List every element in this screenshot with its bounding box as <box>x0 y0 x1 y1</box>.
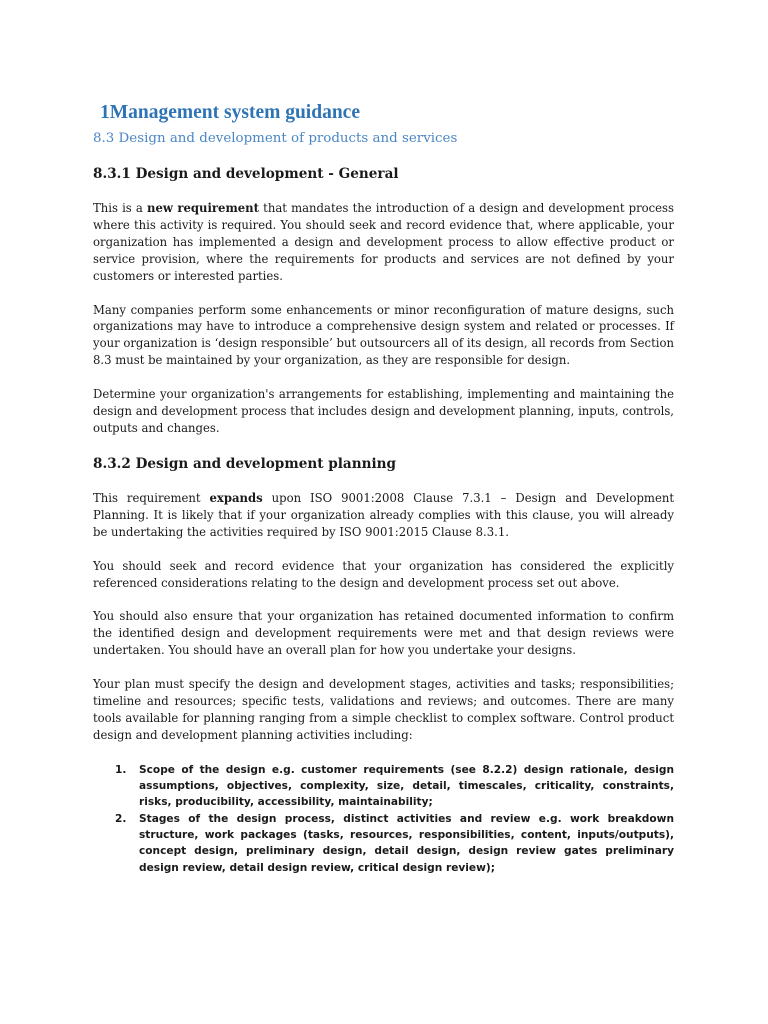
list-item-text: Stages of the design process, distinct activities and review e.g. work breakdown structure, work packages (tasks, resources, responsibilities, content, inputs/outputs), concept design, preliminary design, detail design, design review gates preliminary design review, detail design review, critical design review); <box>139 812 674 874</box>
paragraph-text: that mandates the introduction of a design and development process where this activity is required. You should seek and record evidence that, where applicable, your organization has implemented a design and development process to allow effective product or service provision, where the requirements for products and services are not defined by your customers or interested parties. <box>93 201 675 283</box>
list-item <box>115 811 674 876</box>
paragraph-arrangements: Determine your organization's arrangements for establishing, implementing and maintaining the design and development process that includes design and development planning, inputs, controls, outputs and changes. <box>93 387 674 435</box>
paragraph-new-requirement <box>93 200 674 285</box>
list-item-number: 2. <box>115 812 127 825</box>
document-subtitle: 8.3 Design and development of products and services <box>93 131 458 146</box>
list-item-text: Scope of the design e.g. customer requirements (see 8.2.2) design rationale, design assumptions, objectives, complexity, size, detail, timescales, criticality, constraints, risks, producibility, accessibility, maintainability; <box>139 763 674 809</box>
paragraph-design-responsible: Many companies perform some enhancements or minor reconfiguration of mature designs, such organizations may have to introduce a comprehensive design system and related or processes. If your organization is ‘design responsible’ but outsourcers all of its design, all records from Section 8.3 must be maintained by your organization, as they are responsible for design. <box>93 302 674 368</box>
document-page <box>93 100 674 876</box>
planning-activities-list <box>115 762 674 876</box>
paragraph-expands <box>93 490 674 541</box>
section-heading-general: 8.3.1 Design and development - General <box>93 166 399 182</box>
list-item <box>115 762 674 811</box>
paragraph-plan-specify: Your plan must specify the design and development stages, activities and tasks; responsibilities; timeline and resources; specific tests, validations and reviews; and outcomes. There are many tools available for planning ranging from a simple checklist to complex software. Control product design and development planning activities including: <box>93 677 674 742</box>
paragraph-seek-evidence: You should seek and record evidence that your organization has considered the explicitly referenced considerations relating to the design and development process set out above. <box>93 558 674 590</box>
paragraph-text: This is a <box>93 201 147 215</box>
document-title: 1Management system guidance <box>100 102 360 123</box>
paragraph-text: This requirement <box>93 490 210 505</box>
emphasis-expands: expands <box>209 490 263 505</box>
emphasis-new-requirement: new requirement <box>146 201 260 215</box>
paragraph-retained-information: You should also ensure that your organization has retained documented information to confirm the identified design and development requirements were met and that design reviews were undertaken. You should have an overall plan for how you undertake your designs. <box>93 609 674 658</box>
section-heading-planning: 8.3.2 Design and development planning <box>93 455 397 472</box>
list-item-number: 1. <box>115 763 127 776</box>
paragraph-text: upon ISO 9001:2008 Clause 7.3.1 – Design and Development Planning. It is likely that if your organization already complies with this clause, you will already be undertaking the activities required by ISO 9001:2015 Clause 8.3.1. <box>93 490 675 539</box>
